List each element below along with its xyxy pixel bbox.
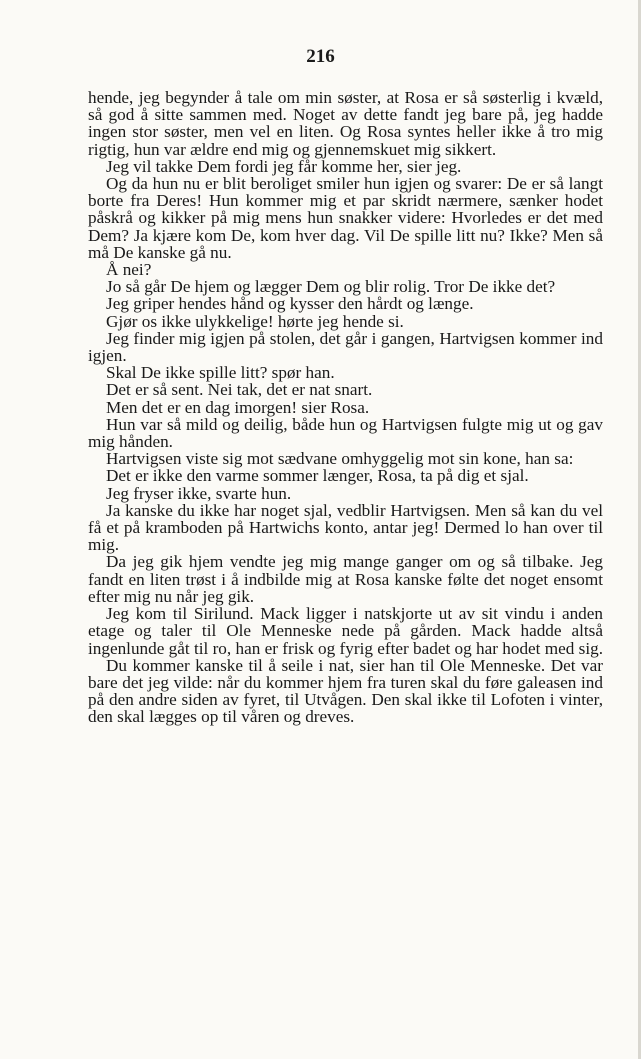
body-text: [88, 89, 603, 726]
paragraph: Jeg vil takke Dem fordi jeg får komme her, sier jeg.: [106, 156, 462, 176]
paragraph: Jo så går De hjem og lægger Dem og blir rolig. Tror De ikke det?: [106, 277, 556, 297]
paragraph: Å nei?: [106, 260, 152, 280]
paragraph: Jeg fryser ikke, svarte hun.: [106, 483, 292, 503]
paragraph: Jeg griper hendes hånd og kysser den hårdt og længe.: [106, 294, 474, 314]
paragraph: Men det er en dag imorgen! sier Rosa.: [106, 397, 370, 417]
paragraph: Jeg finder mig igjen på stolen, det går i gangen, Hartvigsen kommer ind igjen.: [88, 328, 603, 366]
paragraph: Du kommer kanske til å seile i nat, sier han til Ole Menneske. Det var bare det jeg vilde: når du kommer hjem fra turen skal du føre galeasen ind på den andre siden av fyret, til Utvågen. Den skal ikke til Lofoten i vinter, den skal lægges op til våren og dreves.: [88, 655, 603, 727]
paragraph: Ja kanske du ikke har noget sjal, vedblir Hartvigsen. Men så kan du vel få et på kramboden på Hartwichs konto, antar jeg! Dermed lo han over til mig.: [88, 500, 603, 555]
paragraph: Hun var så mild og deilig, både hun og Hartvigsen fulgte mig ut og gav mig hånden.: [88, 414, 603, 452]
paragraph: Og da hun nu er blit beroliget smiler hun igjen og svarer: De er så langt borte fra Deres! Hun kommer mig et par skridt nærmere, sænker hodet påskrå og kikker på mig mens hun snakker videre: Hvorledes er det med Dem? Ja kjære kom De, kom hver dag. Vil De spille litt nu? Ikke? Men så må De kanske gå nu.: [88, 174, 603, 262]
page-number: 216: [306, 46, 335, 67]
paragraph: Da jeg gik hjem vendte jeg mig mange ganger om og så tilbake. Jeg fandt en liten trøst i å indbilde mig at Rosa kanske følte det noget ensomt efter mig nu når jeg gik.: [88, 552, 603, 606]
paragraph: Gjør os ikke ulykkelige! hørte jeg hende si.: [106, 311, 404, 331]
paragraph: Det er ikke den varme sommer længer, Rosa, ta på dig et sjal.: [106, 466, 529, 486]
paragraph: Skal De ikke spille litt? spør han.: [106, 363, 335, 383]
paragraph: hende, jeg begynder å tale om min søster, at Rosa er så søsterlig i kvæld, så god å sitte sammen med. Noget av dette fandt jeg bare på, jeg hadde ingen stor søster, men vel en liten. Og Rosa syntes heller ikke å tro mig rigtig, hun var ældre end mig og gjennemskuet mig sikkert.: [88, 88, 603, 159]
paragraph: Det er så sent. Nei tak, det er nat snart.: [106, 380, 373, 400]
paragraph: Jeg kom til Sirilund. Mack ligger i natskjorte ut av sit vindu i anden etage og taler til Ole Menneske nede på gården. Mack hadde altså ingenlunde gåt til ro, han er frisk og fyrig efter badet og har hodet med sig.: [88, 604, 603, 658]
paragraph: Hartvigsen viste sig mot sædvane omhyggelig mot sin kone, han sa:: [106, 449, 574, 469]
